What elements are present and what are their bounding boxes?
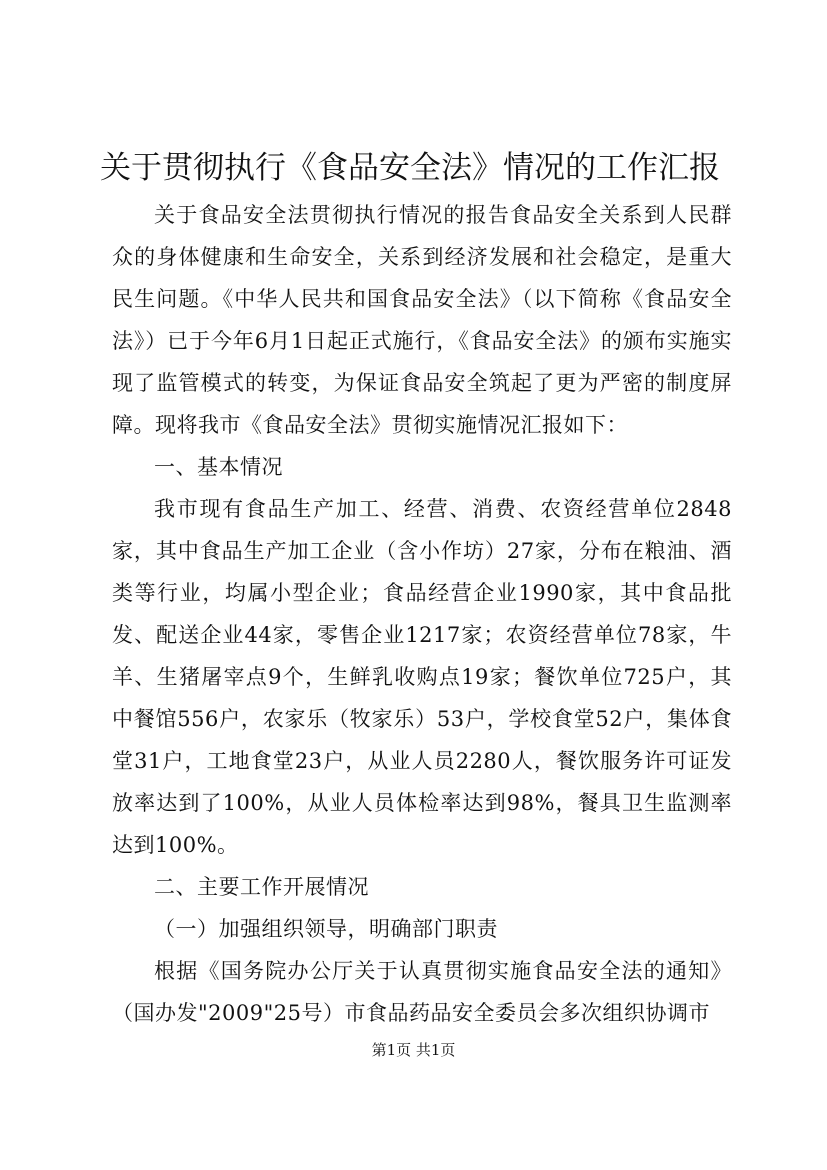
paragraph-organization: 根据《国务院办公厅关于认真贯彻实施食品安全法的通知》（国办发"2009"25号）市食品药品安全委员会多次组织协调市 — [112, 959, 732, 1025]
subsection-heading-organization: （一）加强组织领导，明确部门职责 — [154, 917, 498, 941]
document-body — [112, 194, 732, 1034]
paragraph-basic-situation: 我市现有食品生产加工、经营、消费、农资经营单位2848家，其中食品生产加工企业（含小作坊）27家，分布在粮油、酒类等行业，均属小型企业；食品经营企业1990家，其中食品批发、配送企业44家，零售企业1217家；农资经营单位78家，牛羊、生猪屠宰点9个，生鲜乳收购点19家；餐饮单位725户，其中餐馆556户，农家乐（牧家乐）53户，学校食堂52户，集体食堂31户，工地食堂23户，从业人员2280人，餐饮服务许可证发放率达到了100%，从业人员体检率达到98%，餐具卫生监测率达到100%。 — [112, 497, 732, 857]
section-heading-basic-situation: 一、基本情况 — [154, 455, 283, 479]
paragraph-intro: 关于食品安全法贯彻执行情况的报告食品安全关系到人民群众的身体健康和生命安全，关系到经济发展和社会稳定，是重大民生问题。《中华人民共和国食品安全法》（以下简称《食品安全法》）已于今年6月1日起正式施行，《食品安全法》的颁布实施实现了监管模式的转变，为保证食品安全筑起了更为严密的制度屏障。现将我市《食品安全法》贯彻实施情况汇报如下： — [112, 203, 732, 437]
section-heading-main-work: 二、主要工作开展情况 — [154, 875, 369, 899]
document-title: 关于贯彻执行《食品安全法》情况的工作汇报 — [100, 150, 720, 186]
page-footer: 第1页 共1页 — [371, 1041, 456, 1059]
